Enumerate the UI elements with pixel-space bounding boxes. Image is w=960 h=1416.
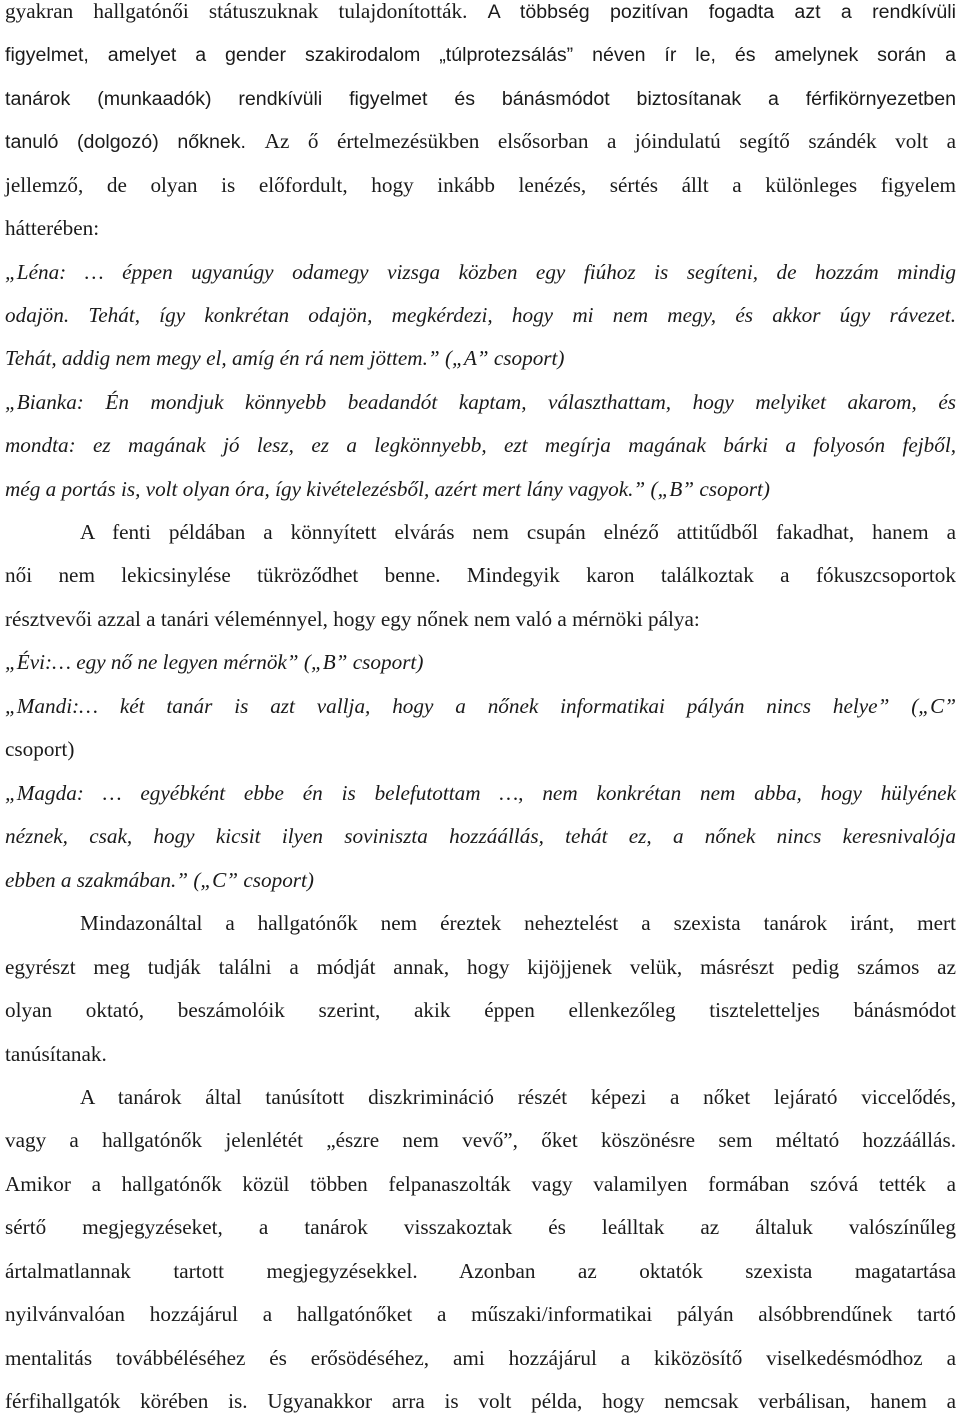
text-line	[5, 257, 956, 287]
text-line	[5, 39, 956, 69]
text-run: A többség pozitívan fogadta azt a rendkívüli	[487, 1, 956, 23]
text-run: „Mandi:… két tanár is azt vallja, hogy a nőnek informatikai pályán nincs helye” (	[5, 694, 919, 718]
text-line	[5, 560, 956, 590]
text-run: Ugyanakkor arra is volt példa, hogy nemcsak verbálisan, hanem a	[267, 1389, 956, 1413]
text-line	[5, 1386, 956, 1416]
text-run: egyrészt meg tudják találni a módját annak, hogy kijöjjenek velük, másrészt pedig számos az	[5, 955, 956, 979]
text-run: odajön. Tehát, így konkrétan odajön, megkérdezi, hogy mi nem megy, és akkor úgy rávezet.	[5, 303, 956, 327]
text-run: résztvevői azzal a tanári véleménnyel, hogy egy nőnek nem való a mérnöki pálya:	[5, 607, 700, 631]
text-run: tanárok (munkaadók) rendkívüli figyelmet és bánásmódot biztosítanak a férfikörnyezetben	[5, 88, 956, 110]
text-line	[5, 604, 956, 634]
text-line	[5, 865, 956, 895]
text-run: hátterében:	[5, 216, 100, 240]
text-run: olyan oktató, beszámolóik szerint, akik éppen ellenkezőleg tiszteletteljes bánásmódot	[5, 998, 956, 1022]
text-run: vagy a hallgatónők jelenlétét „észre nem vevő”, őket köszönésre sem méltató hozzáállás.	[5, 1128, 956, 1152]
text-line	[80, 908, 956, 938]
text-line	[5, 1169, 956, 1199]
text-line	[5, 1039, 956, 1069]
text-line	[5, 778, 956, 808]
text-line	[5, 387, 956, 417]
text-run: „B” csoport)	[657, 477, 770, 501]
text-line	[5, 995, 956, 1025]
text-run: „C”	[918, 694, 956, 718]
text-run: csoport)	[5, 737, 75, 761]
text-run: sértő megjegyzéseket, a tanárok visszakoztak és leálltak az általuk valószínűleg	[5, 1215, 956, 1239]
text-run: „A” csoport)	[452, 346, 565, 370]
text-line	[5, 691, 956, 721]
text-run: gyakran hallgatónői státuszuknak tulajdonították.	[5, 0, 488, 23]
text-run: ártalmatlannak tartott megjegyzésekkel.	[5, 1259, 459, 1283]
text-run: „Magda: … egyébként ebbe én is belefutottam …, nem konkrétan nem abba, hogy hülyének	[5, 781, 956, 805]
text-line	[80, 517, 956, 547]
text-line	[5, 343, 956, 373]
text-run: „Évi:… egy nő ne legyen mérnök” (	[5, 650, 311, 674]
text-line	[5, 170, 956, 200]
text-line	[5, 430, 956, 460]
text-line	[5, 952, 956, 982]
text-run: Amikor a hallgatónők közül többen felpanaszolták vagy valamilyen formában szóvá tették a	[5, 1172, 956, 1196]
text-run: tanúsítanak.	[5, 1042, 107, 1066]
text-line	[5, 821, 956, 851]
text-line	[5, 126, 956, 156]
text-run: még a portás is, volt olyan óra, így kivételezésből, azért mert lány vagyok.” (	[5, 477, 658, 501]
text-run: „Léna: … éppen ugyanúgy odamegy vizsga közben egy fiúhoz is segíteni, de hozzám mindig	[5, 260, 956, 284]
text-run: ebben a szakmában.” (	[5, 868, 201, 892]
text-run: jellemző, de olyan is előfordult, hogy inkább lenézés, sértés állt a különleges figyelem	[5, 173, 956, 197]
text-run: tanuló (dolgozó) nőknek.	[5, 131, 265, 153]
text-run: „B” csoport)	[310, 650, 424, 674]
text-run: Az ő értelmezésükben elsősorban a jóindulatú segítő szándék volt a	[264, 129, 956, 153]
text-run: néznek, csak, hogy kicsit ilyen soviniszta hozzáállás, tehát ez, a nőnek nincs keresnivalója	[5, 824, 956, 848]
text-line	[5, 83, 956, 113]
text-run: Mindazonáltal a hallgatónők nem éreztek neheztelést a szexista tanárok iránt, mert	[80, 911, 956, 935]
text-run: Azonban az oktatók szexista magatartása	[458, 1259, 956, 1283]
text-run: „Bianka: Én mondjuk könnyebb beadandót kaptam, választhattam, hogy melyiket akarom, és	[5, 390, 956, 414]
text-run: nyilvánvalóan hozzájárul a hallgatónőket a műszaki/informatikai pályán alsóbbrendűnek tartó	[5, 1302, 956, 1326]
text-run: női nem lekicsinylése tükröződhet benne.	[5, 563, 467, 587]
text-line	[80, 1082, 956, 1112]
text-run: mondta: ez magának jó lesz, ez a legkönnyebb, ezt megírja magának bárki a folyosón fejből,	[5, 433, 956, 457]
text-run: Tehát, addig nem megy el, amíg én rá nem jöttem.” (	[5, 346, 453, 370]
text-line	[5, 474, 956, 504]
text-run: Mindegyik karon találkoztak a fókuszcsoportok	[466, 563, 956, 587]
text-line	[5, 1299, 956, 1329]
text-line	[5, 213, 956, 243]
text-line	[5, 1256, 956, 1286]
text-run: mentalitás továbbéléséhez és erősödéséhez, ami hozzájárul a kiközösítő viselkedésmódhoz a	[5, 1346, 956, 1370]
text-line	[5, 1125, 956, 1155]
text-run: A tanárok által tanúsított diszkrimináció részét képezi a nőket lejárató viccelődés,	[80, 1085, 956, 1109]
text-line	[5, 1212, 956, 1242]
text-line	[5, 734, 956, 764]
text-run: „C” csoport)	[200, 868, 314, 892]
text-line	[5, 647, 956, 677]
text-line	[5, 0, 956, 26]
text-run: figyelmet, amelyet a gender szakirodalom „túlprotezsálás” néven ír le, és amelynek során a	[5, 44, 956, 66]
text-run: férfihallgatók körében is.	[5, 1389, 268, 1413]
text-run: A fenti példában a könnyített elvárás nem csupán elnéző attitűdből fakadhat, hanem a	[80, 520, 956, 544]
text-line	[5, 1343, 956, 1373]
text-line	[5, 300, 956, 330]
